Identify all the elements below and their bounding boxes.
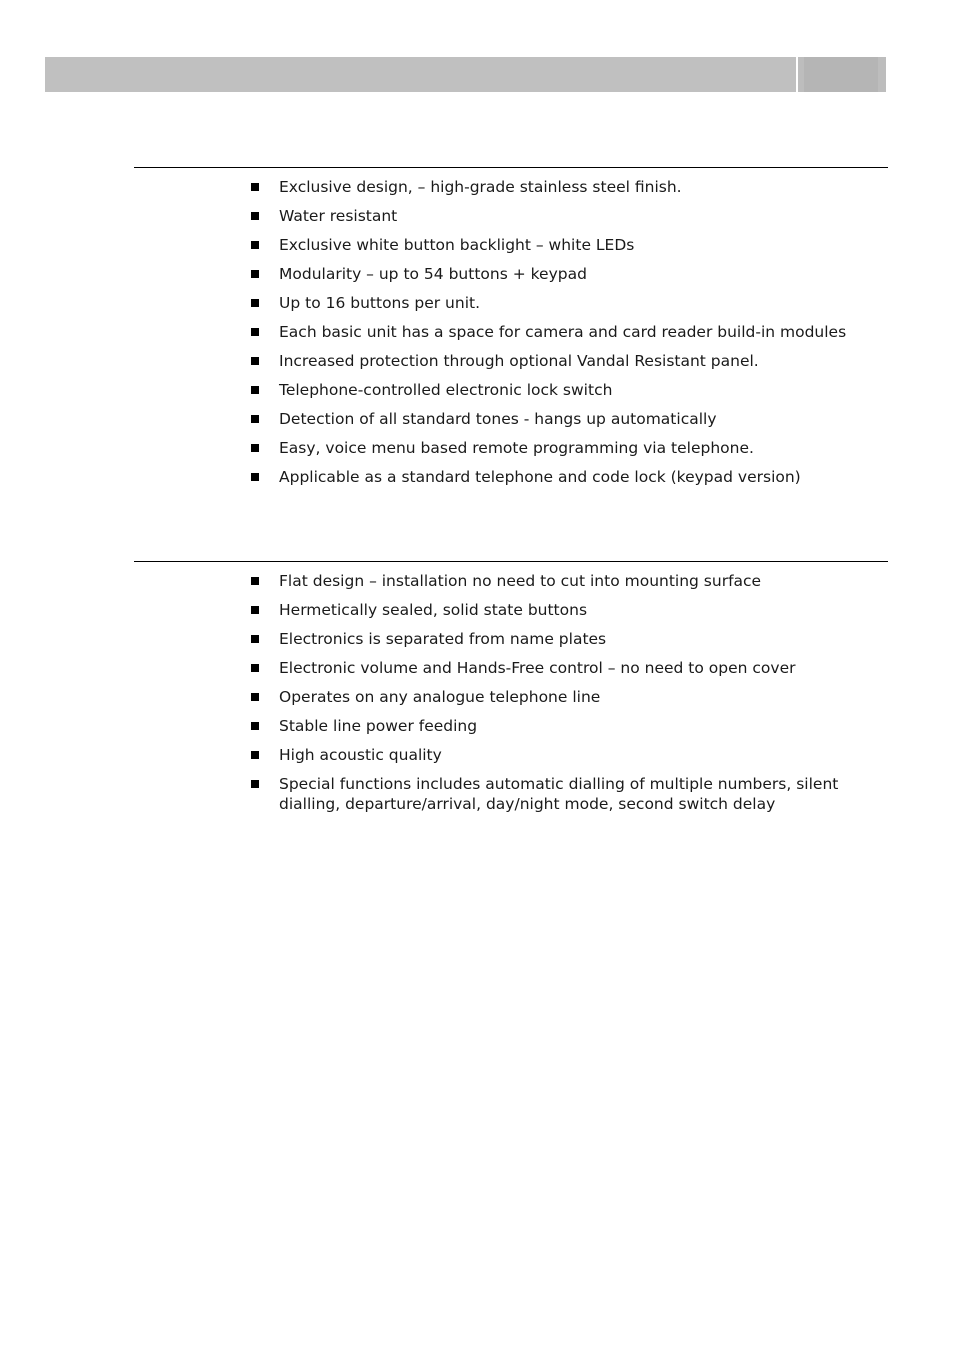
square-bullet-icon [251, 386, 259, 394]
section-divider-2 [134, 561, 888, 562]
list-item: Applicable as a standard telephone and code lock (keypad version) [250, 467, 880, 487]
list-item: Special functions includes automatic dialling of multiple numbers, silent dialling, departure/arrival, day/night mode, second switch delay [250, 774, 880, 814]
square-bullet-icon [251, 693, 259, 701]
square-bullet-icon [251, 751, 259, 759]
list-item: Telephone-controlled electronic lock switch [250, 380, 880, 400]
list-item: Modularity – up to 54 buttons + keypad [250, 264, 880, 284]
square-bullet-icon [251, 183, 259, 191]
square-bullet-icon [251, 473, 259, 481]
list-item: High acoustic quality [250, 745, 880, 765]
list-item: Up to 16 buttons per unit. [250, 293, 880, 313]
list-item: Electronic volume and Hands-Free control – no need to open cover [250, 658, 880, 678]
square-bullet-icon [251, 664, 259, 672]
square-bullet-icon [251, 328, 259, 336]
square-bullet-icon [251, 270, 259, 278]
list-item: Flat design – installation no need to cut into mounting surface [250, 571, 880, 591]
list-item: Exclusive design, – high-grade stainless steel finish. [250, 177, 880, 197]
square-bullet-icon [251, 357, 259, 365]
list-item: Easy, voice menu based remote programming via telephone. [250, 438, 880, 458]
section-divider-1 [134, 167, 888, 168]
square-bullet-icon [251, 577, 259, 585]
square-bullet-icon [251, 212, 259, 220]
square-bullet-icon [251, 780, 259, 788]
square-bullet-icon [251, 444, 259, 452]
square-bullet-icon [251, 415, 259, 423]
list-item: Electronics is separated from name plates [250, 629, 880, 649]
header-page-tab-inner [804, 57, 878, 92]
list-item: Operates on any analogue telephone line [250, 687, 880, 707]
list-item: Increased protection through optional Vandal Resistant panel. [250, 351, 880, 371]
feature-list-1 [250, 177, 880, 496]
list-item: Exclusive white button backlight – white LEDs [250, 235, 880, 255]
header-page-tab [798, 57, 886, 92]
header-bar [45, 57, 796, 92]
feature-list-2 [250, 571, 880, 823]
list-item: Stable line power feeding [250, 716, 880, 736]
list-item: Water resistant [250, 206, 880, 226]
square-bullet-icon [251, 635, 259, 643]
list-item: Hermetically sealed, solid state buttons [250, 600, 880, 620]
square-bullet-icon [251, 722, 259, 730]
square-bullet-icon [251, 241, 259, 249]
square-bullet-icon [251, 606, 259, 614]
list-item: Each basic unit has a space for camera and card reader build-in modules [250, 322, 880, 342]
square-bullet-icon [251, 299, 259, 307]
list-item: Detection of all standard tones - hangs up automatically [250, 409, 880, 429]
